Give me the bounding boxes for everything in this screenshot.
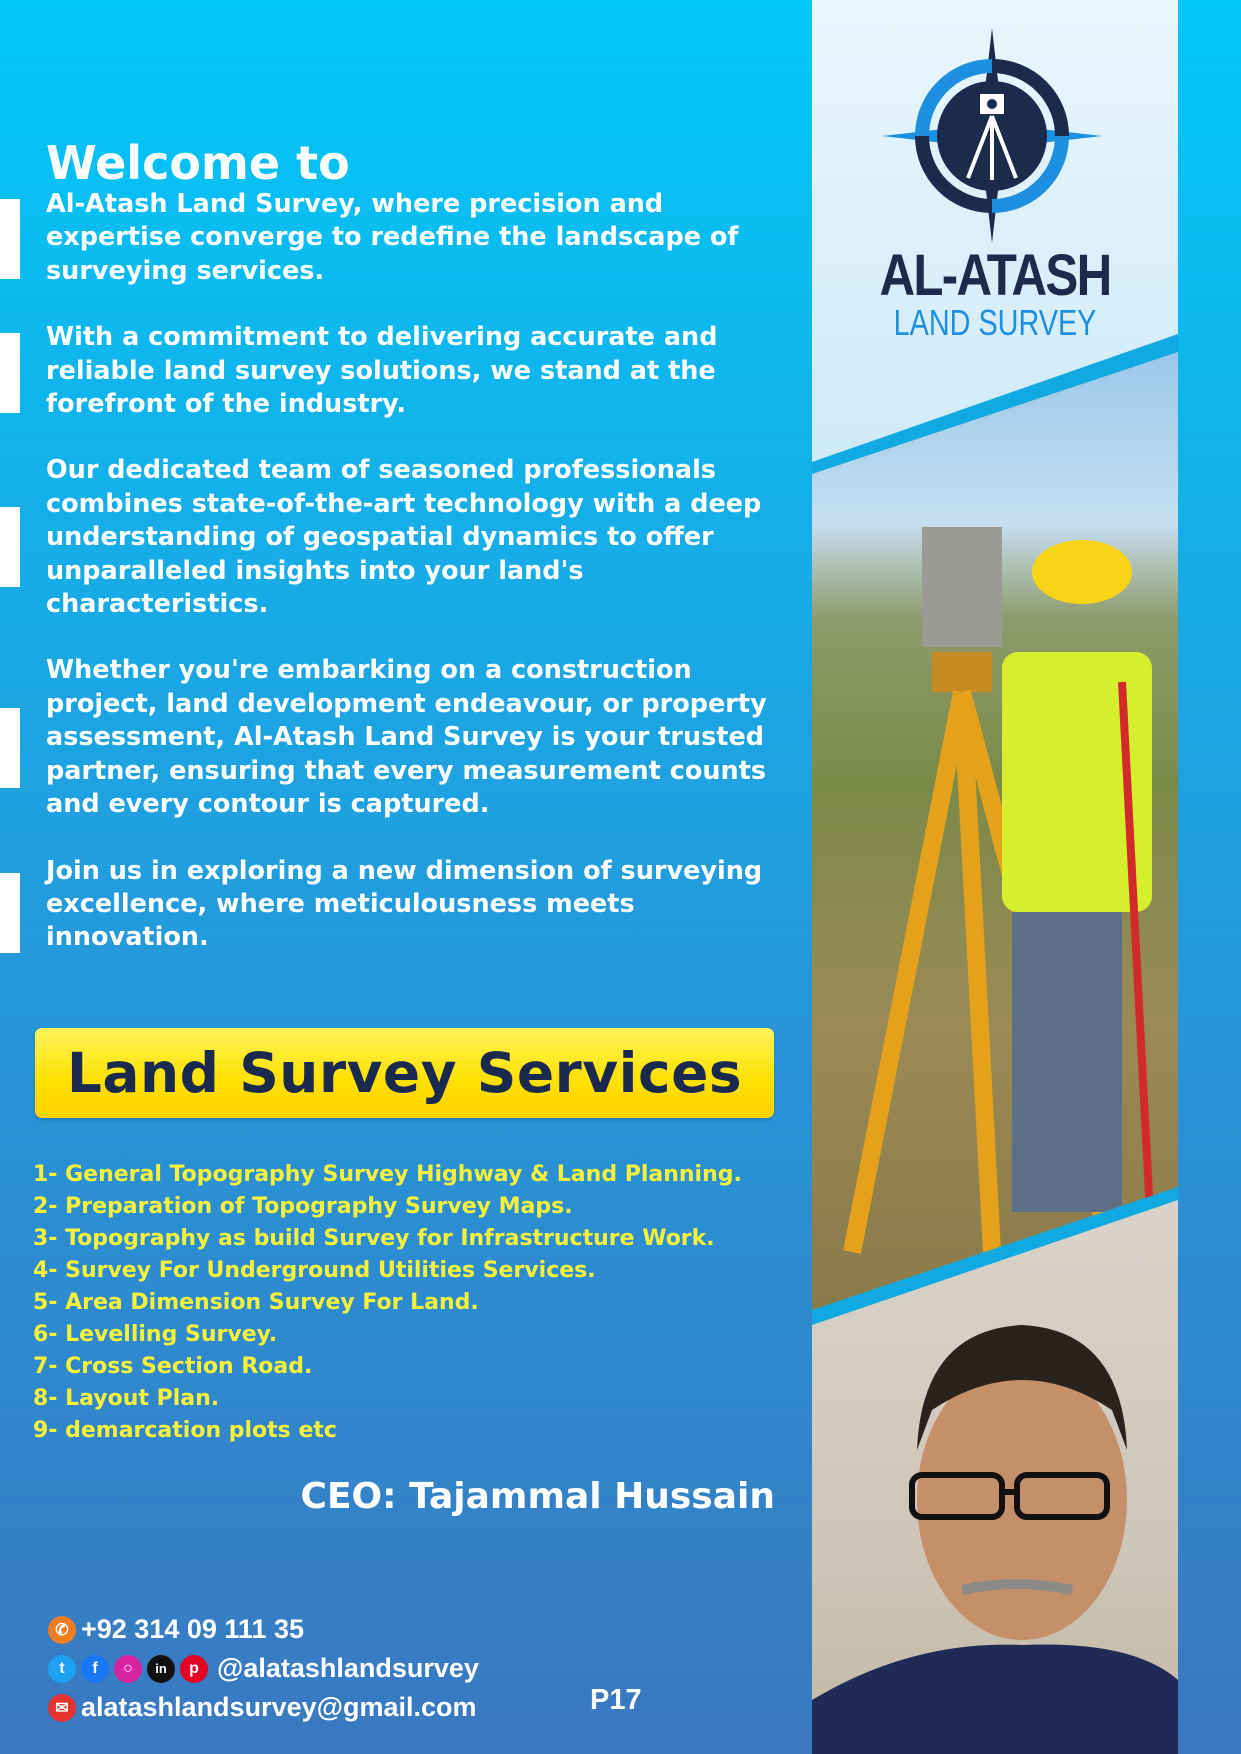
- brand-tagline: LAND SURVEY: [893, 302, 1097, 343]
- linkedin-icon[interactable]: in: [147, 1655, 175, 1683]
- edge-tab: [0, 507, 20, 587]
- phone-number[interactable]: +92 314 09 111 35: [81, 1614, 304, 1644]
- service-item: 5- Area Dimension Survey For Land.: [33, 1290, 479, 1315]
- edge-tab: [0, 873, 20, 953]
- services-list: [33, 1159, 793, 1447]
- phone-row[interactable]: [48, 1614, 304, 1645]
- surveyor-illustration: [812, 352, 1178, 1310]
- intro-text: [46, 188, 786, 955]
- intro-paragraph: Whether you're embarking on a construction project, land development endeavour, or property assessment, Al-Atash Land Survey is your trusted partner, ensuring that every measurement counts and every contour is captured.: [46, 655, 767, 820]
- edge-tab: [0, 708, 20, 788]
- service-item: 9- demarcation plots etc: [33, 1418, 337, 1443]
- service-item: 8- Layout Plan.: [33, 1386, 220, 1411]
- intro-paragraph: Al-Atash Land Survey, where precision and expertise converge to redefine the landscape of surveying services.: [46, 189, 739, 286]
- intro-paragraph: Our dedicated team of seasoned professionals combines state-of-the-art technology with a deep understanding of geospatial dynamics to offer unparalleled insights into your land's characteristics.: [46, 455, 762, 620]
- edge-tab: [0, 199, 20, 279]
- services-banner: Land Survey Services: [35, 1028, 774, 1118]
- email-address[interactable]: alatashlandsurvey@gmail.com: [81, 1692, 477, 1722]
- brand-name: AL-ATASH: [879, 243, 1111, 308]
- surveyor-logo-icon: [882, 28, 1102, 243]
- intro-section: [46, 138, 786, 988]
- email-icon: ✉: [48, 1694, 76, 1722]
- image-panel: [812, 0, 1178, 1754]
- service-item: 2- Preparation of Topography Survey Maps.: [33, 1194, 573, 1219]
- social-row: [48, 1653, 479, 1684]
- twitter-icon[interactable]: t: [48, 1655, 76, 1683]
- service-item: 1- General Topography Survey Highway & Land Planning.: [33, 1162, 742, 1187]
- welcome-heading: Welcome to: [46, 136, 350, 190]
- email-row[interactable]: [48, 1692, 476, 1723]
- ceo-name: CEO: Tajammal Hussain: [300, 1476, 775, 1517]
- phone-icon: ✆: [48, 1616, 76, 1644]
- social-handle[interactable]: @alatashlandsurvey: [217, 1653, 479, 1683]
- service-item: 3- Topography as build Survey for Infrastructure Work.: [33, 1226, 715, 1251]
- surveyor-photo: [812, 352, 1178, 1310]
- facebook-icon[interactable]: f: [81, 1655, 109, 1683]
- service-item: 6- Levelling Survey.: [33, 1322, 278, 1347]
- instagram-icon[interactable]: ○: [114, 1655, 142, 1683]
- intro-paragraph: With a commitment to delivering accurate and reliable land survey solutions, we stand at the forefront of the industry.: [46, 322, 718, 420]
- pinterest-icon[interactable]: p: [180, 1655, 208, 1683]
- page-number: P17: [590, 1684, 642, 1716]
- intro-paragraph: Join us in exploring a new dimension of surveying excellence, where meticulousness meets innovation.: [46, 855, 763, 953]
- edge-tab: [0, 333, 20, 413]
- service-item: 4- Survey For Underground Utilities Services.: [33, 1258, 596, 1283]
- service-item: 7- Cross Section Road.: [33, 1354, 313, 1379]
